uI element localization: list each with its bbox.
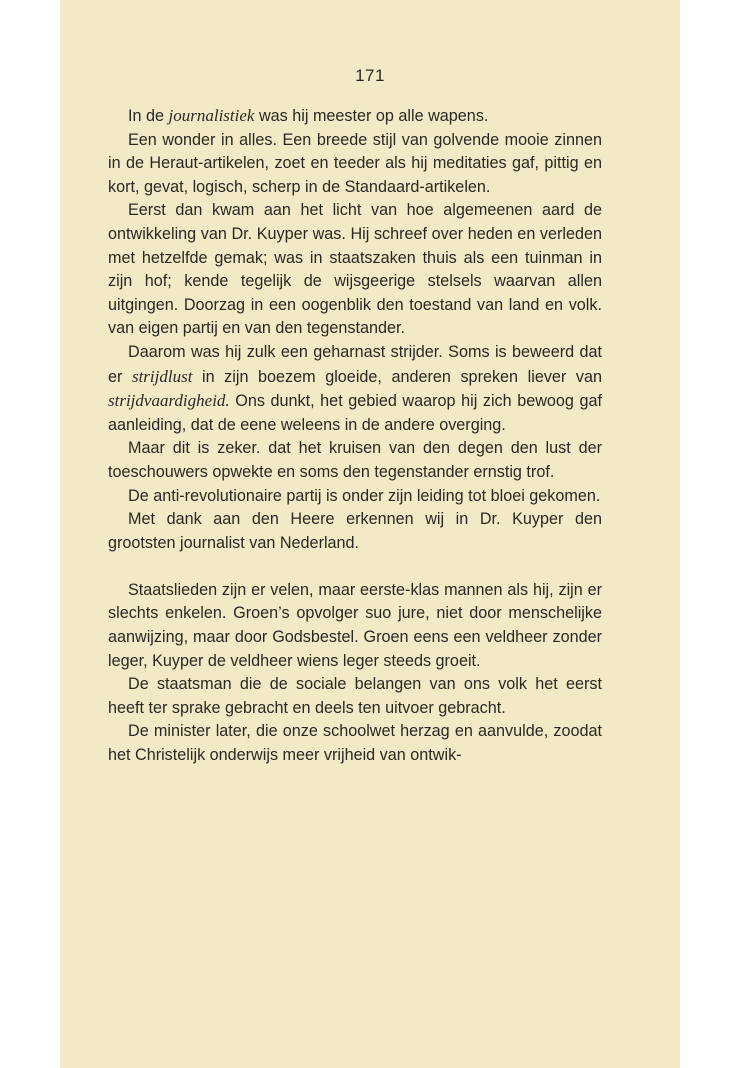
italic-term: journalistiek [168,106,255,125]
body-text [108,104,602,768]
text-run: De minister later, die onze schoolwet herzag en aanvulde, zoodat het Christelijk onderwijs meer vrijheid van ontwik- [108,722,602,765]
text-run: Staatslieden zijn er velen, maar eerste-klas mannen als hij, zijn er slechts enkelen. Groen’s opvolger suo jure, niet door menschelijke aanwijzing, maar door Godsbestel. Groen eens een veldheer zonder leger, Kuyper de veldheer wiens leger steeds groeit. [108,580,602,670]
paragraph [108,673,602,720]
paragraph [108,485,602,509]
text-run: De anti-revolutionaire partij is onder zijn leiding tot bloei gekomen. [128,486,601,505]
page-number: 171 [355,66,385,85]
paragraph [108,720,602,767]
italic-term: strijdvaardigheid. [108,391,230,411]
text-run: in zijn boezem gloeide, anderen spreken liever van [192,367,602,386]
text-run: Eerst dan kwam aan het licht van hoe algemeenen aard de ontwikkeling van Dr. Kuyper was. Hij schreef over heden en verleden met hetzelfde gemak; was in staatszaken thuis als een tuinman in zijn hof; kende tegelijk de wijsgeerige stelsels waarvan allen uitgingen. Doorzag in een oogenblik den toestand van land en volk. van eigen partij en van den tegenstander. [108,201,602,338]
paragraph [108,579,602,673]
text-run: Ons dunkt, het gebied waarop hij zich bewoog gaf aanleiding, dat de eene weleens in de andere overging. [108,392,602,434]
paragraph [108,341,602,437]
paragraph [108,437,602,484]
text-run: Met dank aan den Heere erkennen wij in Dr. Kuyper den grootsten journalist van Nederland. [108,510,602,552]
text-run: In de [128,107,169,125]
paragraph [108,104,602,129]
italic-term: strijdlust [131,366,193,386]
paragraph [108,129,602,200]
text-run: Daarom was hij zulk een geharnast strijder. Soms is beweerd dat er [108,342,602,386]
paragraph [108,508,602,555]
paragraph [108,199,602,341]
text-run: Een wonder in alles. Een breede stijl van golvende mooie zinnen in de Heraut-artikelen, zoet en teeder als hij meditaties gaf, pittig en kort, gevat, logisch, scherp in de Standaard-artikelen. [108,130,602,196]
text-run: was hij meester op alle wapens. [254,107,489,125]
book-page [60,0,680,1068]
text-run: Maar dit is zeker. dat het kruisen van den degen den lust der toeschouwers opwekte en soms den tegenstander ernstig trof. [108,439,602,481]
text-run: De staatsman die de sociale belangen van ons volk het eerst heeft ter sprake gebracht en deels ten uitvoer gebracht. [108,675,602,717]
